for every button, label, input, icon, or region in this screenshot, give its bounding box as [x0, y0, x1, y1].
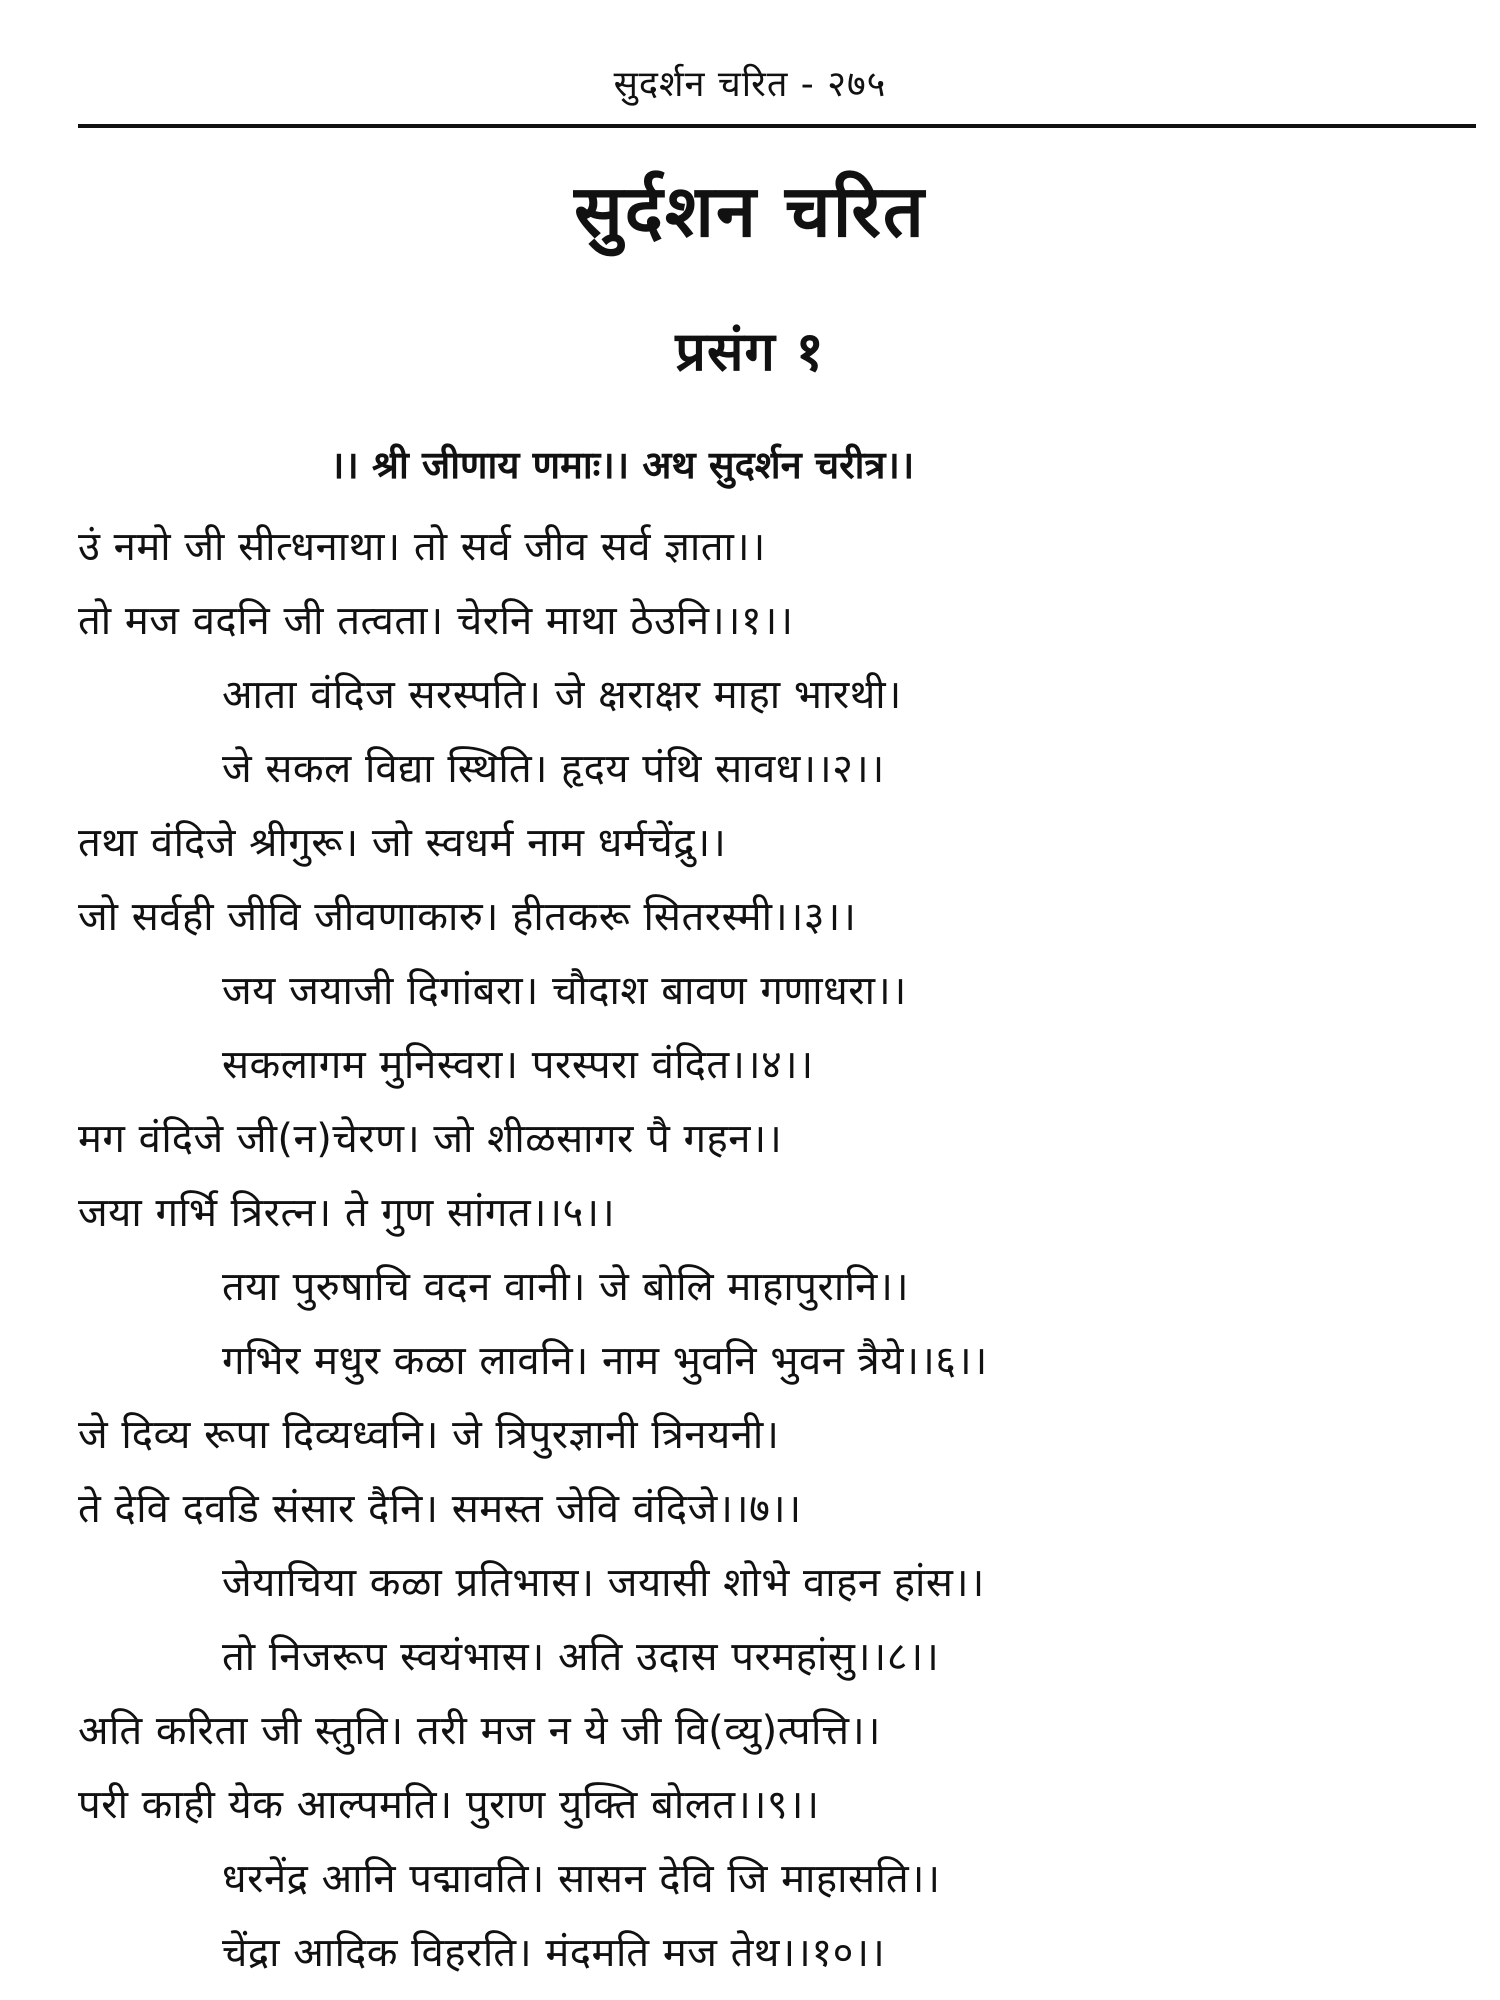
verse-line: ते देवि दवडि संसार दैनि। समस्त जेवि वंदिजे।।७।।: [78, 1486, 802, 1532]
verse-line: परी काही येक आल्पमति। पुराण युक्ति बोलत।।९।।: [78, 1782, 820, 1828]
verse-line: सकलागम मुनिस्वरा। परस्परा वंदित।।४।।: [222, 1042, 814, 1088]
verse-line: अति करिता जी स्तुति। तरी मज न ये जी वि(व्यु)त्पत्ति।।: [78, 1708, 881, 1754]
verse-line: आता वंदिज सरस्पति। जे क्षराक्षर माहा भारथी।: [222, 672, 902, 718]
verse-line: तो मज वदनि जी तत्वता। चेरनि माथा ठेउनि।।१।।: [78, 598, 794, 644]
verse-line: जे दिव्य रूपा दिव्यध्वनि। जे त्रिपुरज्ञानी त्रिनयनी।: [78, 1412, 780, 1458]
verse-line: जे सकल विद्या स्थिति। हृदय पंथि सावध।।२।।: [222, 746, 885, 792]
verse-line: मग वंदिजे जी(न)चेरण। जो शीळसागर पै गहन।।: [78, 1116, 783, 1162]
verse-line: धरनेंद्र आनि पद्मावति। सासन देवि जि माहासति।।: [222, 1856, 941, 1902]
verse-line: तो निजरूप स्वयंभास। अति उदास परमहांसु।।८।।: [222, 1634, 940, 1680]
verse-line: चेंद्रा आदिक विहरति। मंदमति मज तेथ।।१०।।: [222, 1930, 886, 1976]
verse-line: जय जयाजी दिगांबरा। चौदाश बावण गणाधरा।।: [222, 968, 907, 1014]
verse-line: तथा वंदिजे श्रीगुरू। जो स्वधर्म नाम धर्मचेंद्रु।।: [78, 820, 727, 866]
running-head: सुदर्शन चरित - २७५: [613, 64, 887, 105]
verse-line: जया गर्भि त्रिरत्न। ते गुण सांगत।।५।।: [78, 1190, 616, 1236]
verse-line: जो सर्वही जीवि जीवणाकारु। हीतकरू सितरस्मी।।३।।: [78, 894, 857, 940]
section-heading: प्रसंग १: [675, 320, 825, 383]
verse-line: उं नमो जी सीत्धनाथा। तो सर्व जीव सर्व ज्ञाता।।: [78, 524, 766, 570]
verse-block: [0, 510, 1500, 1990]
header-rule: [78, 124, 1476, 128]
page-title: सुर्दशन चरित: [574, 169, 926, 253]
verse-line: तया पुरुषाचि वदन वानी। जे बोलि माहापुरानि।।: [222, 1264, 910, 1310]
verse-line: गभिर मधुर कळा लावनि। नाम भुवनि भुवन त्रैये।।६।।: [222, 1338, 988, 1384]
invocation-line: ।। श्री जीणाय णमाः।। अथ सुदर्शन चरीत्र।।: [330, 443, 915, 487]
verse-line: जेयाचिया कळा प्रतिभास। जयासी शोभे वाहन हांस।।: [222, 1560, 985, 1606]
